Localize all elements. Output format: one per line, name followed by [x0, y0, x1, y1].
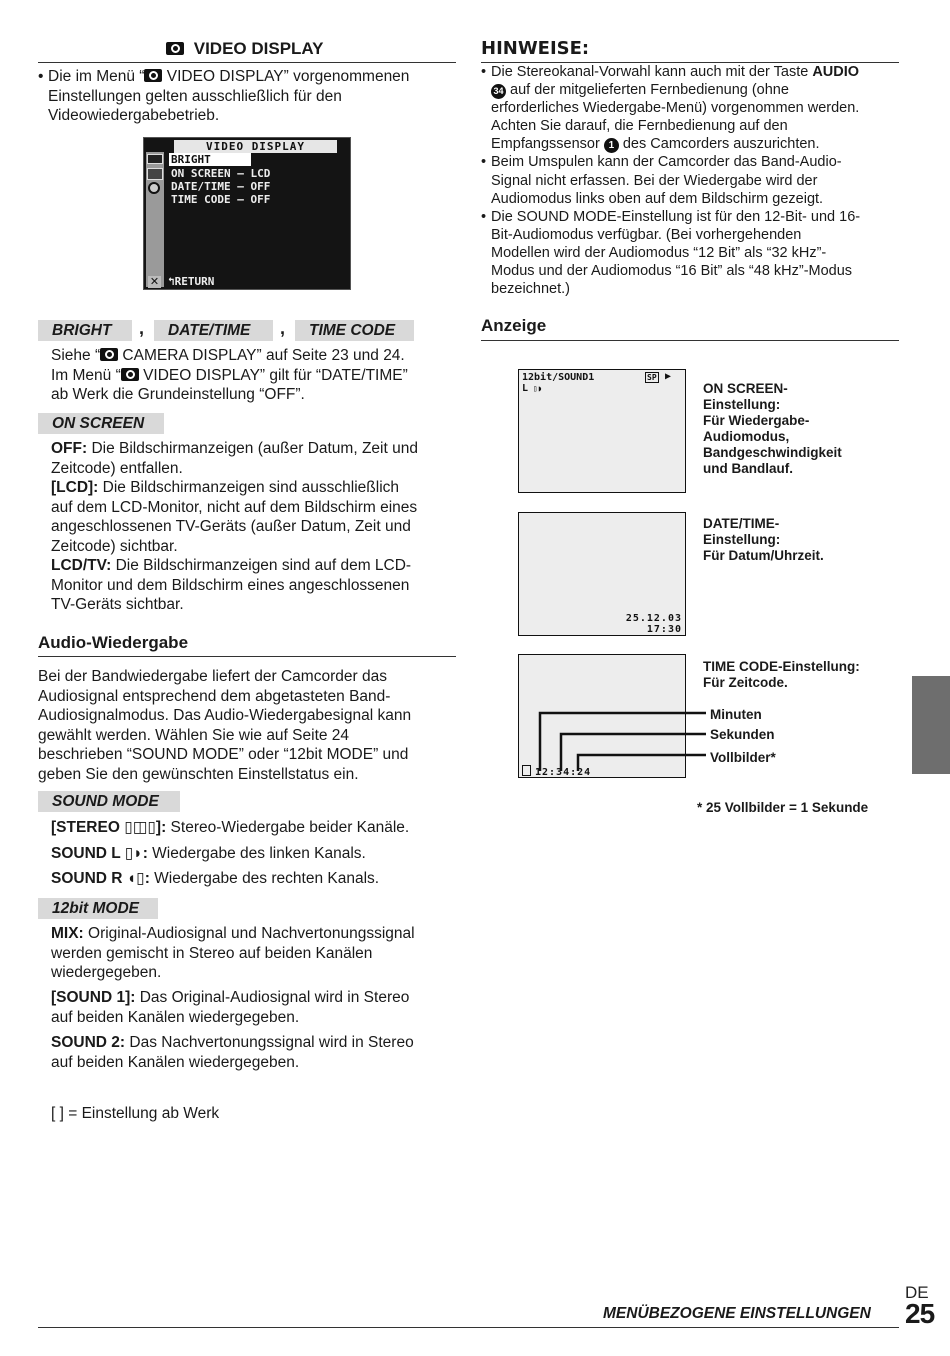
intro-line: Die im Menü “ VIDEO DISPLAY” vorgenommenen	[48, 68, 410, 85]
comma: ,	[139, 318, 145, 338]
anzeige-title: Anzeige	[481, 316, 547, 335]
camera-display-icon	[121, 368, 139, 381]
mix-line: wiedergegeben.	[51, 964, 162, 981]
date-time-preview	[518, 512, 686, 636]
audio-paragraph	[38, 667, 458, 784]
menu-item-bright[interactable]: BRIGHT	[169, 153, 251, 166]
on-screen-label	[703, 381, 842, 477]
sound2-line: SOUND 2: Das Nachvertonungssignal wird in Stereo	[51, 1034, 414, 1051]
date-readout: 25.12.03	[625, 613, 682, 624]
note-3	[481, 208, 901, 298]
see-paragraph	[51, 346, 461, 405]
camera-display-icon	[166, 42, 184, 55]
label-line: ON SCREEN-	[703, 381, 788, 396]
note-line: Achten Sie darauf, die Fernbedienung auf den	[491, 118, 788, 135]
menu-item-time-code[interactable]: TIME CODE – OFF	[171, 193, 271, 206]
time-code-callouts	[530, 705, 710, 775]
tag-on-screen: ON SCREEN	[38, 413, 164, 434]
bullet: •	[481, 208, 487, 225]
option-line: LCD/TV: Die Bildschirmanzeigen sind auf dem LCD-	[51, 557, 412, 574]
note-line: bezeichnet.)	[491, 281, 570, 298]
intro-line: Einstellungen gelten ausschließlich für den	[48, 87, 342, 105]
label-line: Einstellung:	[703, 532, 781, 547]
sekunden-label: Sekunden	[710, 727, 775, 742]
note-line: Bit-Audiomodus verfügbar. (Bei vorhergehenden	[491, 226, 802, 243]
note-line: erforderliches Wiedergabe-Menü) vorgenommen werden.	[491, 100, 860, 117]
option-line: OFF: Die Bildschirmanzeigen (außer Datum, Zeit und	[51, 440, 418, 457]
speaker-right-icon: ◖▯	[126, 870, 145, 887]
speaker-left-icon: ▯◗	[528, 384, 543, 393]
menu-title: VIDEO DISPLAY	[174, 140, 337, 153]
video-display-title: VIDEO DISPLAY	[193, 39, 324, 58]
language-label: DE	[905, 1283, 929, 1302]
option-line: angeschlossenen TV-Geräts (außer Datum, Zeit und	[51, 518, 411, 535]
footnote: * 25 Vollbilder = 1 Sekunde	[697, 800, 869, 815]
number-badge: 1	[604, 138, 619, 153]
time-code-label	[703, 659, 860, 691]
tape-speed-readout: SP	[647, 373, 657, 382]
label-line: Bandgeschwindigkeit	[703, 445, 842, 460]
tag-12bit-mode: 12bit MODE	[38, 898, 158, 919]
label-line: Einstellung:	[703, 397, 781, 412]
option-line: TV-Geräts sichtbar.	[51, 596, 184, 613]
sound1-line: auf beiden Kanälen wiedergegeben.	[51, 1008, 300, 1026]
section-name: MENÜBEZOGENE EINSTELLUNGEN	[603, 1305, 871, 1322]
audio-line: Bei der Bandwiedergabe liefert der Camcorder das	[38, 668, 387, 685]
note-1	[481, 63, 901, 153]
option-line: Zeitcode) sichtbar.	[51, 537, 178, 555]
return-arrow-icon: ↰	[168, 275, 175, 288]
sound-r-line: SOUND R ◖▯: Wiedergabe des rechten Kanals.	[51, 870, 380, 887]
video-display-menu-screen	[143, 137, 351, 290]
sound-l-line: SOUND L ▯◗: Wiedergabe des linken Kanals.	[51, 845, 366, 862]
play-icon: ▶	[665, 371, 672, 382]
page-number: 25	[905, 1298, 935, 1329]
minuten-label: Minuten	[710, 707, 762, 722]
on-screen-preview	[518, 369, 686, 493]
sound1-line: [SOUND 1]: Das Original-Audiosignal wird in Stereo	[51, 989, 410, 1006]
option-line: Monitor und dem Bildschirm eines angeschlossenen	[51, 576, 410, 594]
bullet: •	[481, 154, 487, 171]
audio-channel-readout: L ▯◗	[522, 383, 543, 394]
bullet: •	[38, 68, 44, 85]
tape-icon	[147, 154, 163, 164]
camera-display-icon	[144, 69, 162, 82]
note-line: Die SOUND MODE-Einstellung ist für den 12-Bit- und 16-	[491, 208, 861, 225]
menu-item-date-time[interactable]: DATE/TIME – OFF	[171, 180, 271, 193]
stereo-line: [STEREO ▯◫▯]: Stereo-Wiedergabe beider Kanäle.	[51, 819, 410, 836]
audio-line: gewählt werden. Wählen Sie wie auf Seite 24	[38, 726, 350, 744]
hinweise-title: HINWEISE:	[481, 38, 590, 59]
sound2-paragraph	[51, 1033, 461, 1072]
option-line: [LCD]: Die Bildschirmanzeigen sind ausschließlich	[51, 479, 400, 496]
note-line: Audiomodus links oben auf dem Bildschirm gezeigt.	[491, 190, 824, 207]
video-display-heading	[166, 39, 323, 59]
clock-icon	[148, 182, 160, 194]
sekunden-callout-line	[561, 734, 706, 771]
audio-line: Audiosignalmodus. Das Audio-Wiedergabesignal kann	[38, 707, 412, 724]
intro-paragraph	[38, 67, 468, 126]
on-screen-options	[51, 439, 461, 615]
divider	[38, 656, 456, 657]
note-line: Signal nicht erfassen. Bei der Wiedergabe wird der	[491, 172, 818, 189]
menu-item-on-screen[interactable]: ON SCREEN – LCD	[171, 167, 271, 180]
close-icon: ✕	[149, 276, 160, 288]
number-badge: 34	[491, 84, 506, 99]
mix-line: werden gemischt in Stereo auf beiden Kanälen	[51, 944, 373, 962]
sound1-paragraph	[51, 988, 461, 1027]
audio-line: Audiosignal entsprechend dem abgetasteten Band-	[38, 687, 391, 705]
menu-return[interactable]: ↰RETURN	[168, 275, 215, 288]
audio-mode-readout: 12bit/SOUND1	[522, 372, 595, 383]
option-line: Zeitcode) entfallen.	[51, 459, 183, 477]
see-line: ab Werk die Grundeinstellung “OFF”.	[51, 386, 305, 403]
label-line: Für Wiedergabe-	[703, 413, 810, 428]
label-line: Audiomodus,	[703, 429, 790, 444]
audio-line: geben Sie den gewünschten Einstellstatus ein.	[38, 765, 359, 783]
note-line: Beim Umspulen kann der Camcorder das Band-Audio-	[491, 154, 842, 171]
label-line: und Bandlauf.	[703, 461, 793, 476]
hinweise-notes	[481, 63, 901, 298]
divider	[38, 62, 456, 63]
vollbilder-label: Vollbilder*	[710, 750, 776, 765]
date-time-label	[703, 516, 824, 564]
minuten-callout-line	[540, 713, 706, 771]
see-line: Siehe “ CAMERA DISPLAY” auf Seite 23 und 24.	[51, 347, 405, 364]
footer-rule	[38, 1327, 899, 1328]
note-line: 34 auf der mitgelieferten Fernbedienung (ohne	[491, 81, 901, 99]
audio-wiedergabe-title: Audio-Wiedergabe	[38, 633, 189, 652]
label-line: Für Zeitcode.	[703, 675, 788, 690]
time-readout: 17:30	[646, 624, 682, 635]
note-line: Empfangssensor 1 des Camcorders auszurichten.	[491, 136, 820, 153]
intro-line: Videowiedergabebetrieb.	[48, 107, 220, 124]
tag-sound-mode: SOUND MODE	[38, 791, 180, 812]
note-line: Modellen wird der Audiomodus “12 Bit” als “32 kHz”-	[491, 244, 827, 261]
mix-paragraph	[51, 924, 461, 983]
audio-line: beschrieben “SOUND MODE” oder “12bit MODE” und	[38, 746, 409, 763]
section-thumb-tab	[912, 676, 950, 774]
camera-display-icon	[100, 348, 118, 361]
factory-note: [ ] = Einstellung ab Werk	[51, 1105, 220, 1122]
vollbilder-callout-line	[578, 755, 706, 771]
note-line: Die Stereokanal-Vorwahl kann auch mit der Taste AUDIO	[491, 64, 860, 80]
tag-bright: BRIGHT	[38, 320, 132, 341]
option-line: auf dem LCD-Monitor, nicht auf dem Bildschirm eines	[51, 498, 418, 516]
label-line: Für Datum/Uhrzeit.	[703, 548, 824, 563]
label-line: DATE/TIME-	[703, 516, 780, 531]
mix-line: MIX: Original-Audiosignal und Nachvertonungssignal	[51, 925, 415, 942]
bullet: •	[481, 64, 487, 80]
note-2	[481, 153, 901, 207]
stereo-icon: ▯◫▯	[124, 819, 156, 836]
divider	[481, 340, 899, 341]
tag-date-time: DATE/TIME	[154, 320, 273, 341]
see-line: Im Menü “ VIDEO DISPLAY” gilt für “DATE/TIME”	[51, 366, 408, 384]
tag-time-code: TIME CODE	[295, 320, 414, 341]
person-icon	[147, 168, 163, 180]
label-line: TIME CODE-Einstellung:	[703, 659, 860, 674]
note-line: Modus und der Audiomodus “16 Bit” als “48 kHz”-Modus	[491, 263, 853, 280]
sound2-line: auf beiden Kanälen wiedergegeben.	[51, 1053, 300, 1071]
comma: ,	[280, 318, 286, 338]
speaker-left-icon: ▯◗	[124, 845, 143, 862]
time-code-readout: 12:34:24	[522, 765, 591, 778]
